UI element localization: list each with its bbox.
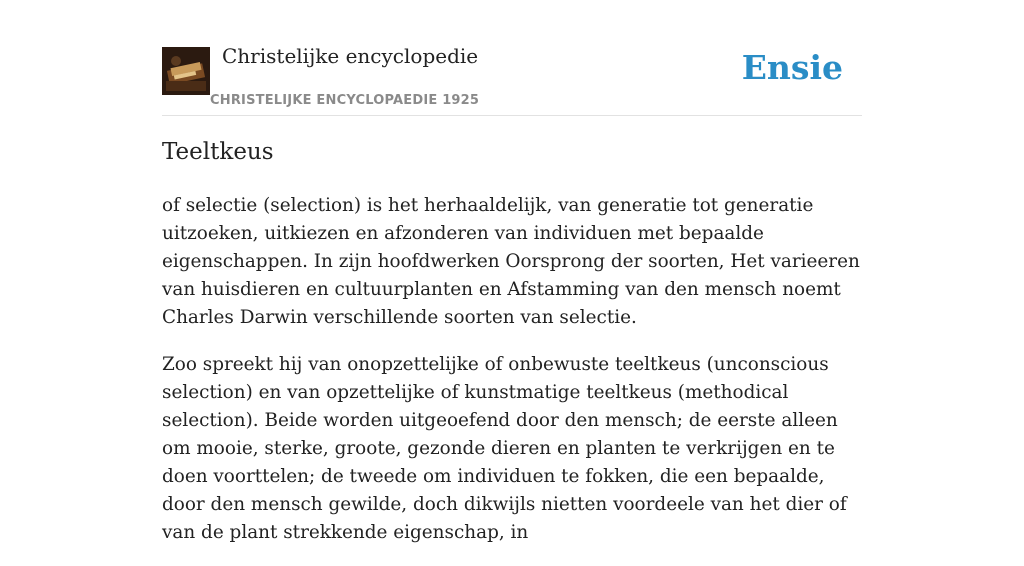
header-divider bbox=[162, 115, 862, 116]
source-subtitle[interactable]: CHRISTELIJKE ENCYCLOPAEDIE 1925 bbox=[210, 93, 480, 108]
source-avatar[interactable] bbox=[162, 47, 210, 95]
article-title: Teeltkeus bbox=[162, 139, 274, 165]
book-image-icon bbox=[162, 47, 210, 95]
article-body bbox=[162, 192, 864, 566]
article-paragraph: Zoo spreekt hij van onopzettelijke of onbewuste teeltkeus (unconscious selection) en van opzettelijke of kunstmatige teeltkeus (methodical selection). Beide worden uitgeoefend door den mensch; de eerste alleen om mooie, sterke, groote, gezonde dieren en planten te verkrijgen en te doen voorttelen; de tweede om individuen te fokken, die een bepaalde, door den mensch gewilde, doch dikwijls nietten voordeele van het dier of van de plant strekkende eigenschap, in bbox=[162, 354, 847, 543]
source-title[interactable]: Christelijke encyclopedie bbox=[222, 44, 479, 68]
article-paragraph: of selectie (selection) is het herhaaldelijk, van generatie tot generatie uitzoeken, uitkiezen en afzonderen van individuen met bepaalde eigenschappen. In zijn hoofdwerken Oorsprong der soorten, Het varieeren van huisdieren en cultuurplanten en Afstamming van den mensch noemt Charles Darwin verschillende soorten van selectie. bbox=[162, 195, 860, 328]
brand-logo[interactable]: Ensie bbox=[741, 48, 843, 87]
